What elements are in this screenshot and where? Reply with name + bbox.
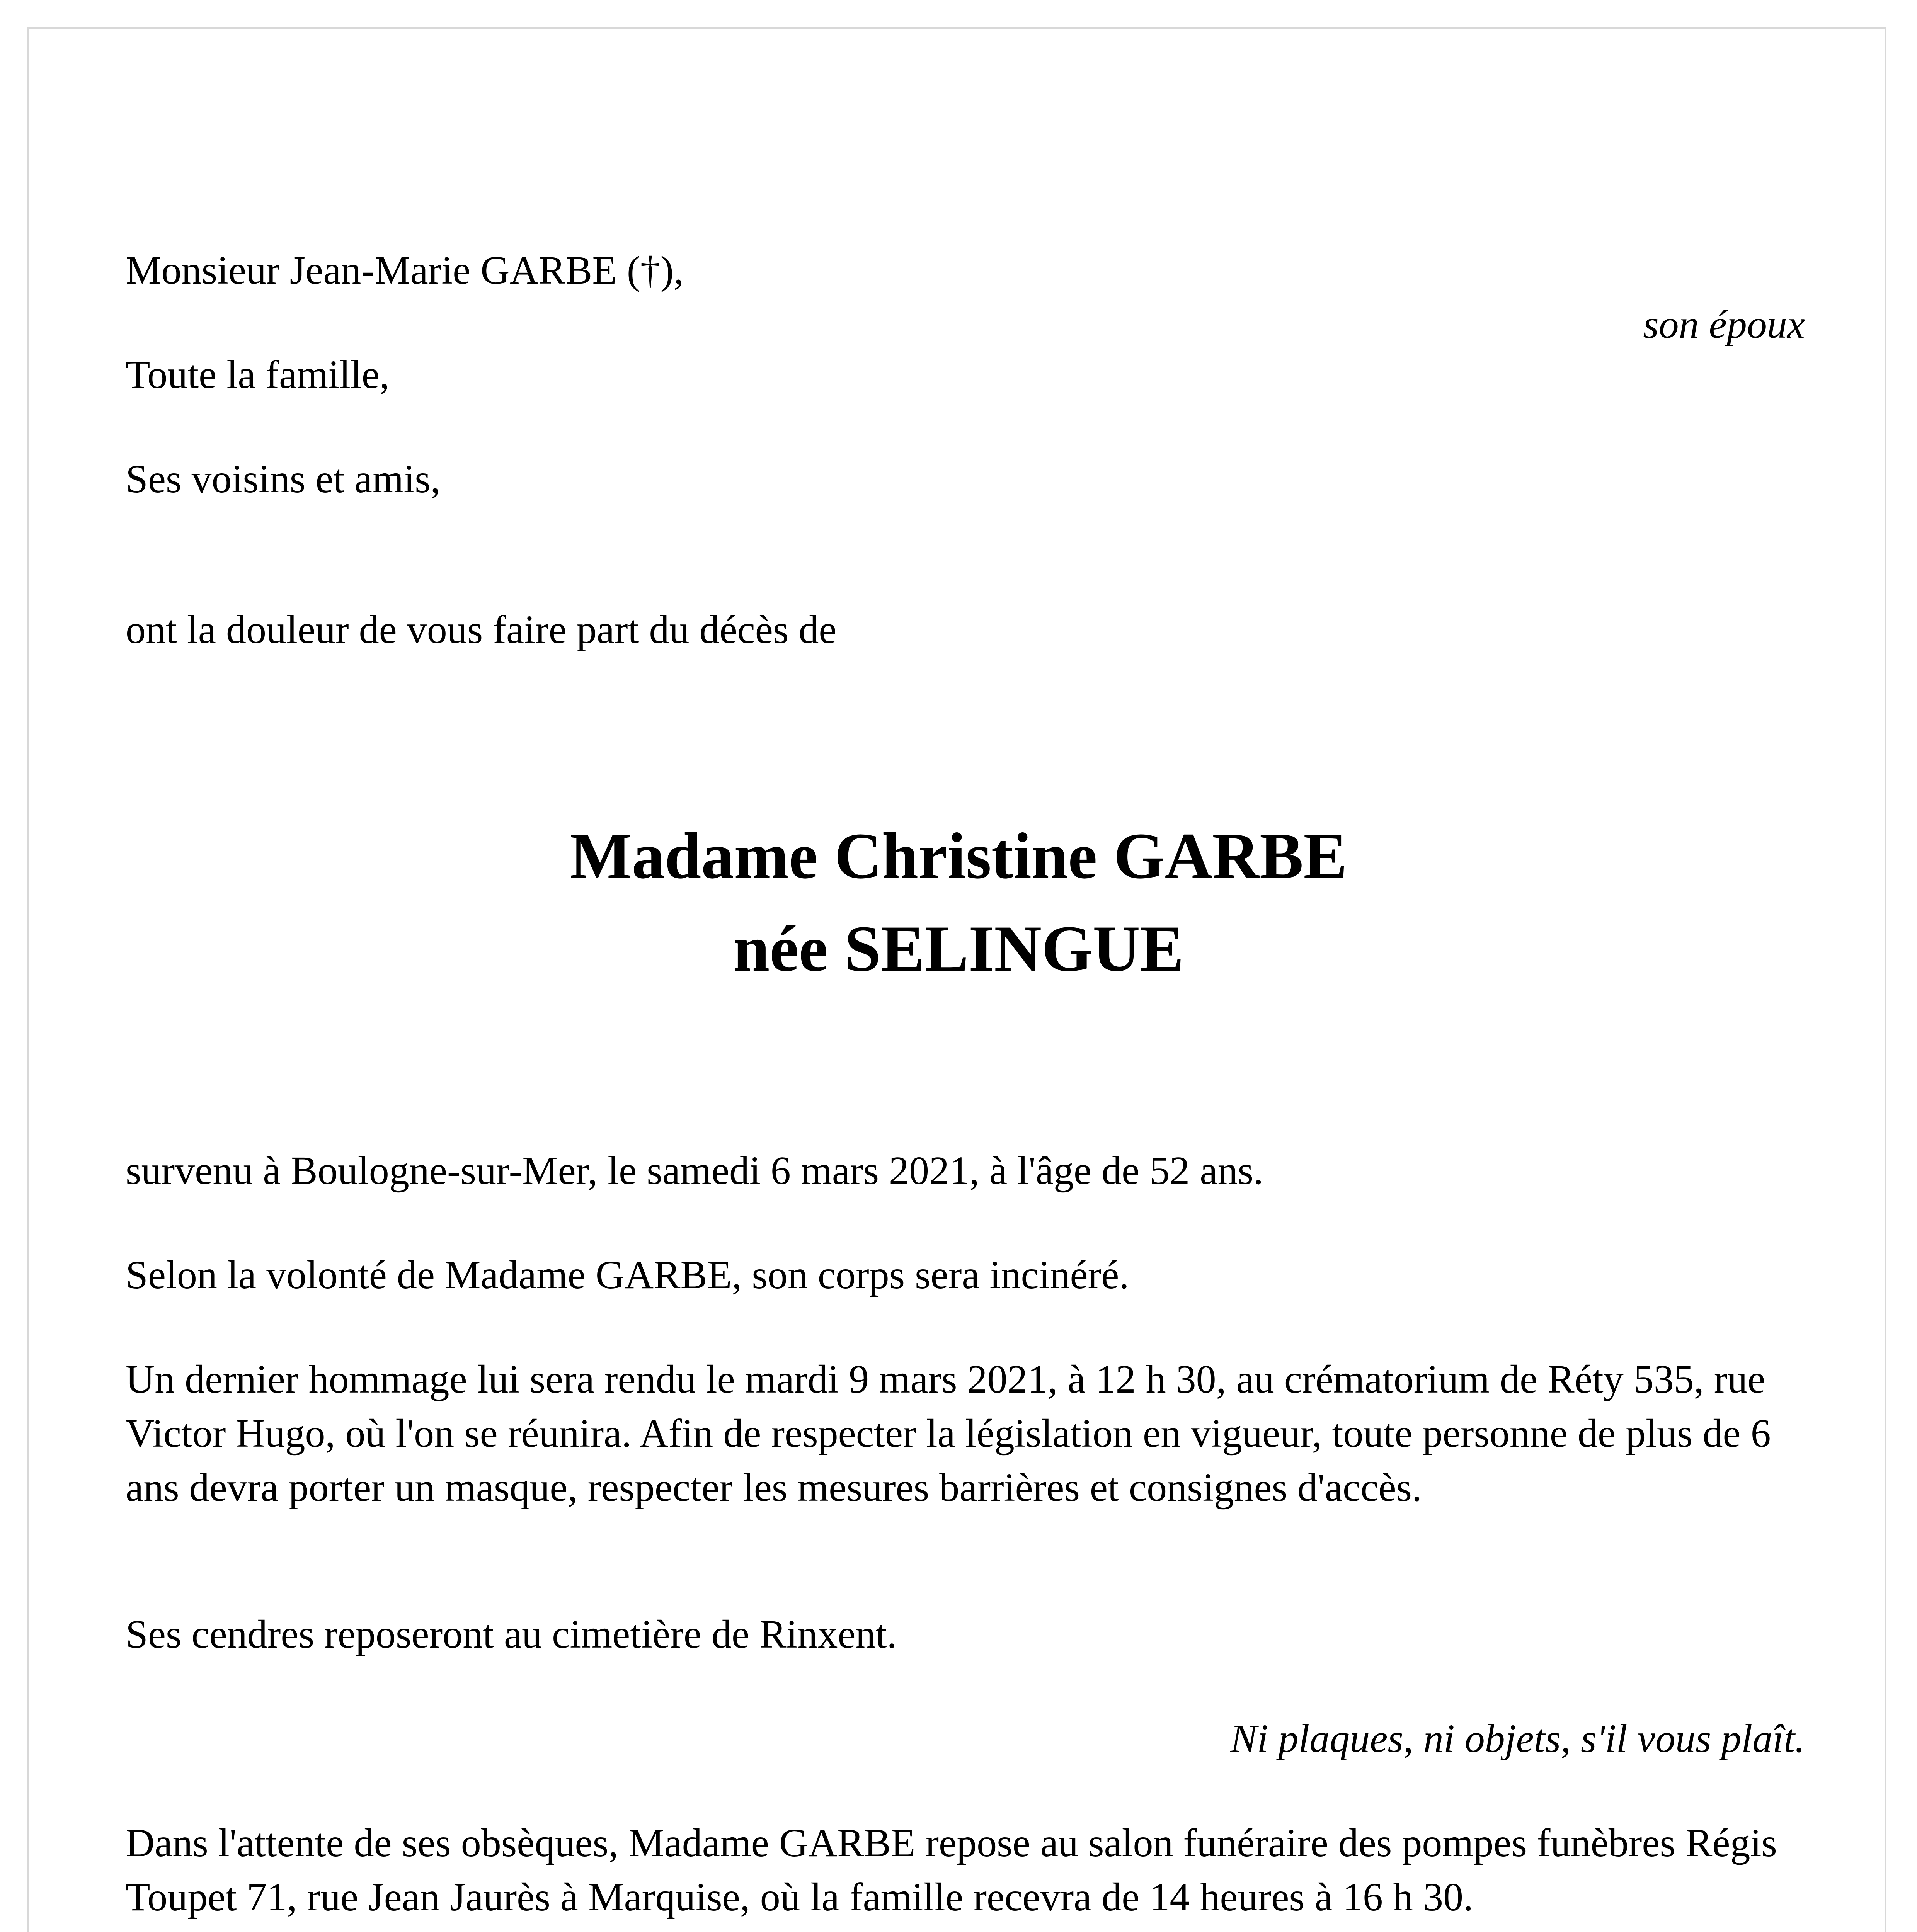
family-line: Toute la famille,: [126, 352, 390, 397]
husband-role: son époux: [1643, 302, 1805, 347]
husband-line: Monsieur Jean-Marie GARBE (†),: [126, 248, 684, 293]
announcement-line: ont la douleur de vous faire part du décès de: [126, 607, 837, 652]
wish-paragraph: Selon la volonté de Madame GARBE, son corps sera incinéré.: [126, 1253, 1129, 1297]
friends-line: Ses voisins et amis,: [126, 457, 441, 501]
no-flowers-line: Ni plaques, ni objets, s'il vous plaît.: [1230, 1716, 1805, 1761]
viewing-paragraph: Dans l'attente de ses obsèques, Madame GARBE repose au salon funéraire des pompes funèbres Régis Toupet 71, rue Jean Jaurès à Marquise, où la famille recevra de 14 heures à 16 h 30.: [126, 1821, 1777, 1919]
deceased-maiden-name: née SELINGUE: [733, 912, 1184, 985]
deceased-name: Madame Christine GARBE: [570, 820, 1347, 892]
ashes-paragraph: Ses cendres reposeront au cimetière de Rinxent.: [126, 1612, 897, 1656]
tribute-paragraph: Un dernier hommage lui sera rendu le mardi 9 mars 2021, à 12 h 30, au crématorium de Réty 535, rue Victor Hugo, où l'on se réunira. Afin de respecter la législation en vigueur, toute personne de plus de 6 ans devra porter un masque, respecter les mesures barrières et consignes d'accès.: [126, 1357, 1771, 1510]
death-paragraph: survenu à Boulogne-sur-Mer, le samedi 6 mars 2021, à l'âge de 52 ans.: [126, 1148, 1263, 1193]
